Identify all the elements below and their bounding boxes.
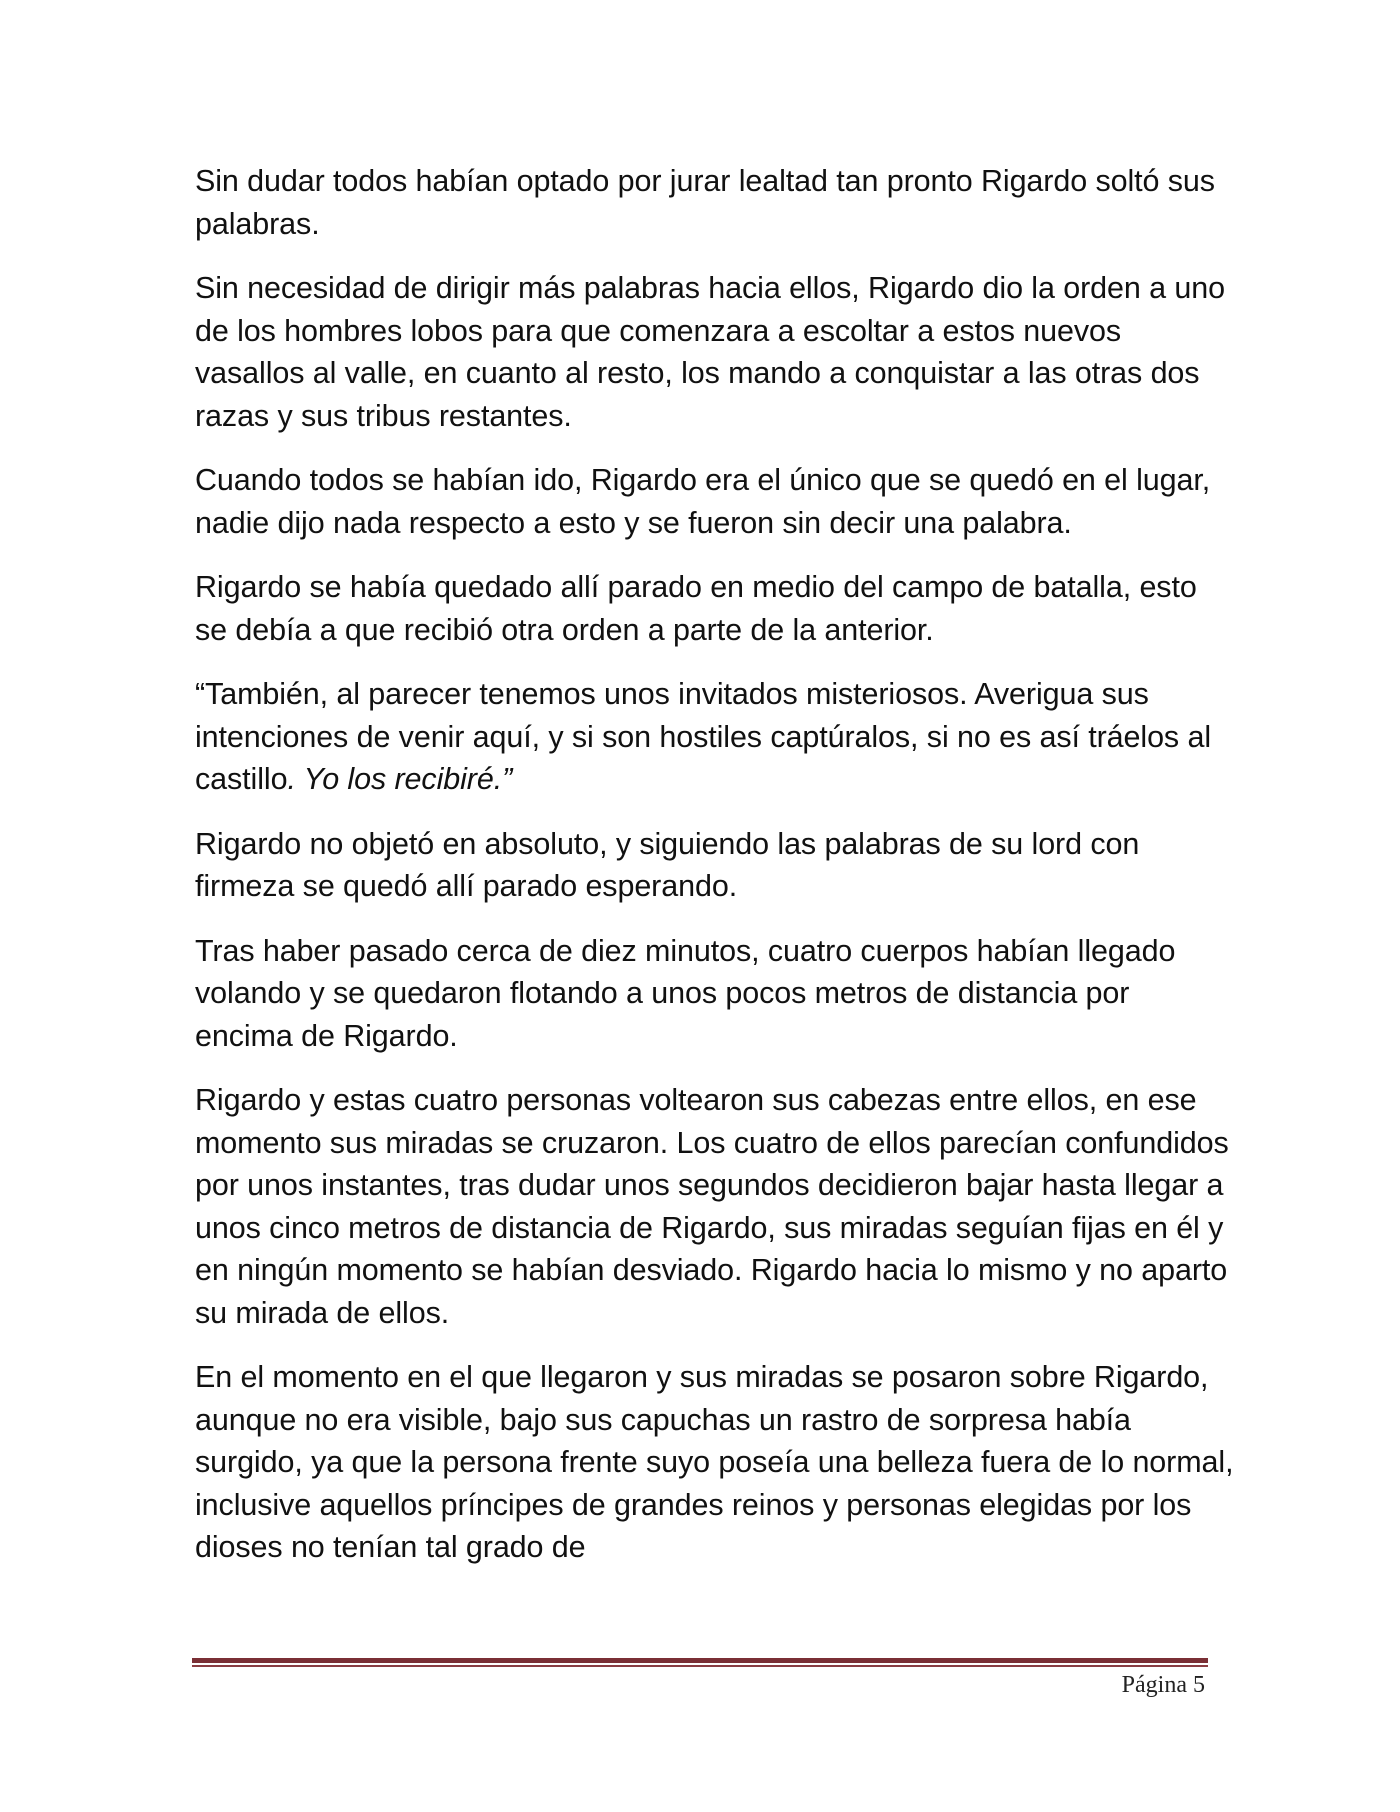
paragraph: Rigardo se había quedado allí parado en medio del campo de batalla, esto se debía a que recibió otra orden a parte de la anterior.: [195, 570, 1197, 647]
footer-rule-thin: [192, 1665, 1208, 1667]
paragraph: En el momento en el que llegaron y sus miradas se posaron sobre Rigardo, aunque no era visible, bajo sus capuchas un rastro de sorpresa había surgido, ya que la persona frente suyo poseía una belleza fuera de lo normal, inclusive aquellos príncipes de grandes reinos y personas elegidas por los dioses no tenían tal grado de: [195, 1360, 1234, 1564]
footer-rule: [192, 1658, 1208, 1667]
page-body: [195, 160, 1235, 1591]
paragraph: Rigardo no objetó en absoluto, y siguiendo las palabras de su lord con firmeza se quedó allí parado esperando.: [195, 826, 1140, 903]
page-number: Página 5: [1121, 1672, 1205, 1698]
quote-paragraph: [195, 673, 1235, 801]
paragraph: Cuando todos se habían ido, Rigardo era el único que se quedó en el lugar, nadie dijo nada respecto a esto y se fueron sin decir una palabra.: [195, 463, 1211, 540]
quote-italic-text: . Yo los recibiré.”: [287, 762, 513, 796]
paragraph: Rigardo y estas cuatro personas voltearon sus cabezas entre ellos, en ese momento sus miradas se cruzaron. Los cuatro de ellos parecían confundidos por unos instantes, tras dudar unos segundos decidieron bajar hasta llegar a unos cinco metros de distancia de Rigardo, sus miradas seguían fijas en él y en ningún momento se habían desviado. Rigardo hacia lo mismo y no aparto su mirada de ellos.: [195, 1083, 1229, 1330]
paragraph: Sin dudar todos habían optado por jurar lealtad tan pronto Rigardo soltó sus palabras.: [195, 164, 1215, 241]
quote-text: “También, al parecer tenemos unos invitados misteriosos. Averigua sus intenciones de venir aquí, y si son hostiles captúralos, si no es así tráelos al castillo: [195, 677, 1211, 796]
paragraph: Sin necesidad de dirigir más palabras hacia ellos, Rigardo dio la orden a uno de los hombres lobos para que comenzara a escoltar a estos nuevos vasallos al valle, en cuanto al resto, los mando a conquistar a las otras dos razas y sus tribus restantes.: [195, 271, 1225, 433]
paragraph: Tras haber pasado cerca de diez minutos, cuatro cuerpos habían llegado volando y se quedaron flotando a unos pocos metros de distancia por encima de Rigardo.: [195, 933, 1176, 1053]
